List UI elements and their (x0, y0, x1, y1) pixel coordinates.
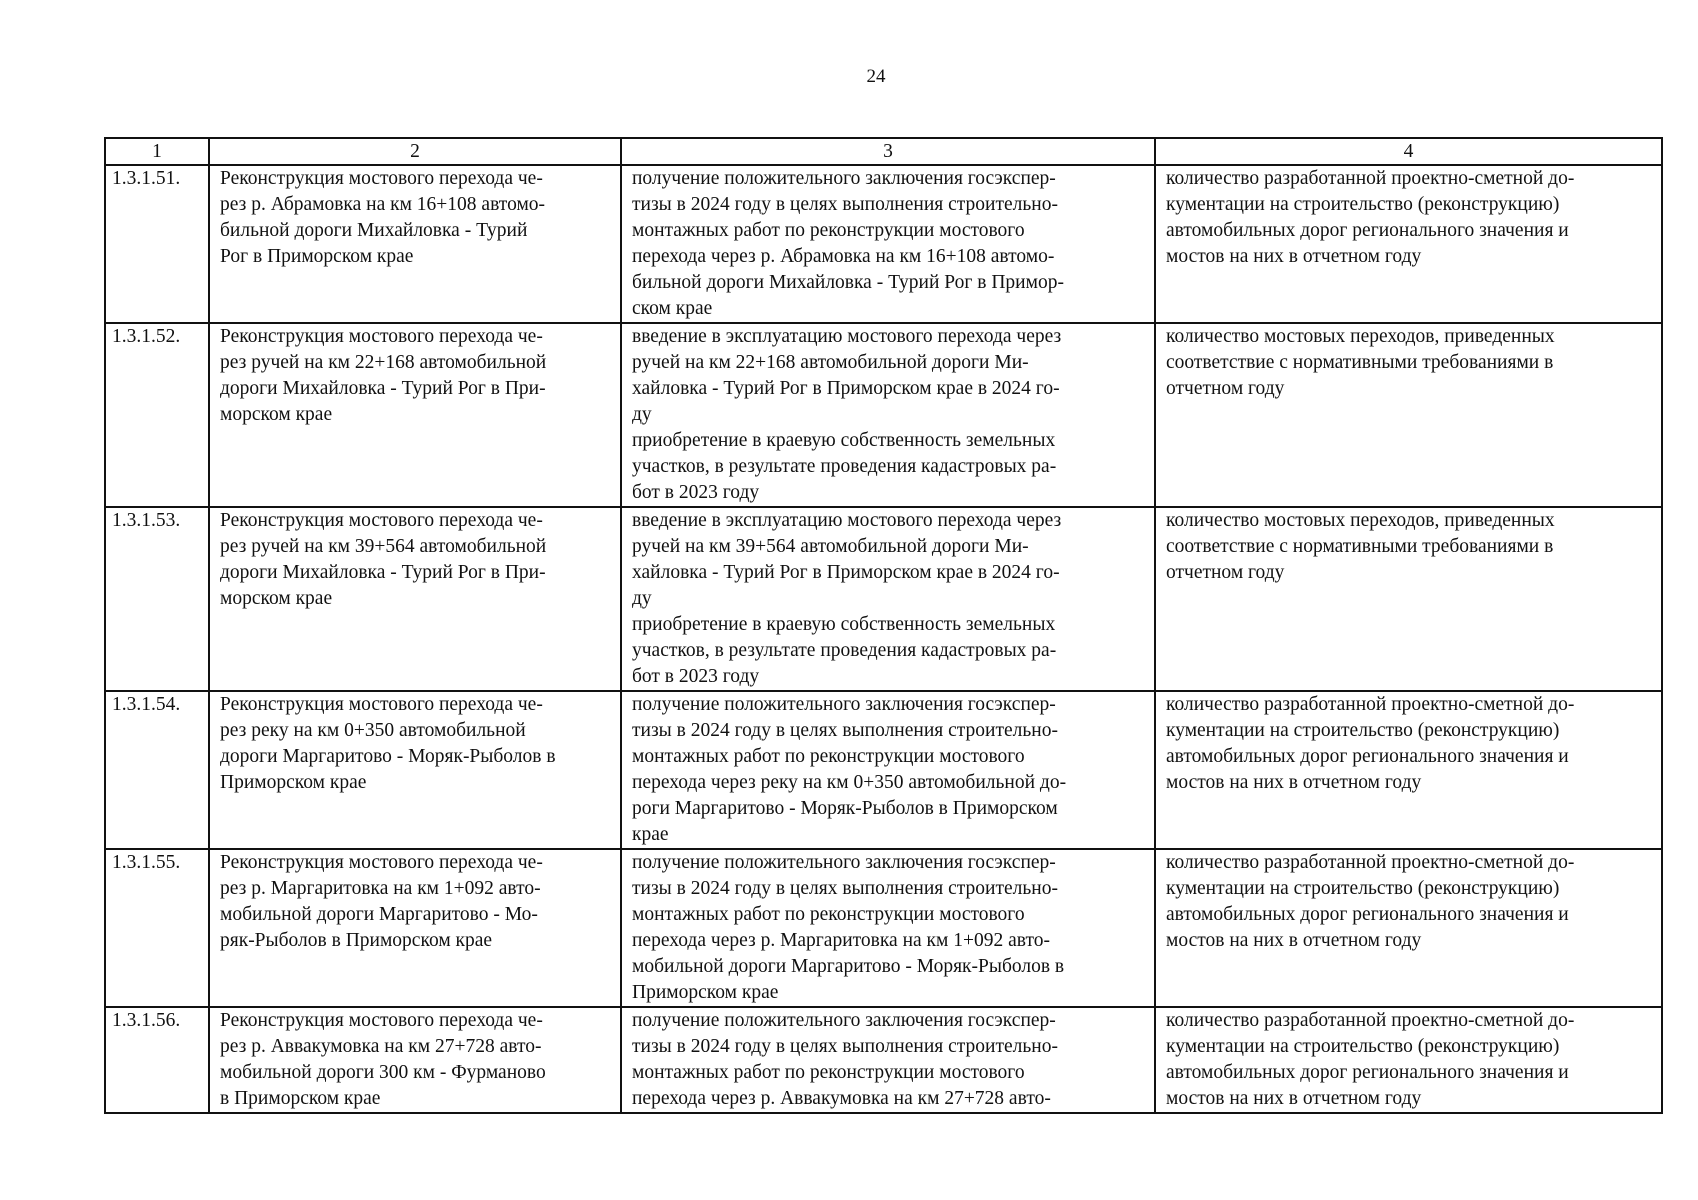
cell-text-line: кументации на строительство (реконструкцию) (1166, 878, 1560, 899)
cell-text-line: автомобильных дорог регионального значения и (1166, 904, 1569, 925)
cell-text-line: монтажных работ по реконструкции мостового (632, 1062, 1025, 1083)
cell-text-line: отчетном году (1166, 378, 1285, 399)
item-number-cell: 1.3.1.53. (105, 507, 209, 691)
item-number-cell: 1.3.1.52. (105, 323, 209, 507)
cell-text-line: количество разработанной проектно-сметной до- (1166, 1010, 1575, 1031)
result-description-cell (621, 507, 1155, 691)
cell-text-line: перехода через р. Аввакумовка на км 27+728 авто- (632, 1088, 1051, 1109)
cell-text-line: мобильной дороги Маргаритово - Моряк-Рыболов в (632, 956, 1065, 977)
cell-text-line: бильной дороги Михайловка - Турий Рог в Примор- (632, 272, 1064, 293)
cell-text-line: Реконструкция мостового перехода че- (220, 168, 543, 189)
cell-text-line: мостов на них в отчетном году (1166, 246, 1422, 267)
indicator-cell (1155, 165, 1662, 323)
cell-text-line: мостов на них в отчетном году (1166, 930, 1422, 951)
cell-text-line: ду (632, 588, 652, 609)
document-table (104, 137, 1663, 1114)
cell-text-line: ском крае (632, 298, 713, 319)
item-number-cell: 1.3.1.54. (105, 691, 209, 849)
measure-name-cell (209, 323, 621, 507)
cell-text-line: автомобильных дорог регионального значения и (1166, 746, 1569, 767)
result-description-cell (621, 691, 1155, 849)
cell-text-line: получение положительного заключения госэкспер- (632, 1010, 1056, 1031)
cell-text-line: тизы в 2024 году в целях выполнения строительно- (632, 194, 1058, 215)
indicator-cell (1155, 507, 1662, 691)
cell-text-line: ручей на км 39+564 автомобильной дороги Ми- (632, 536, 1029, 557)
cell-text-line: рез р. Маргаритовка на км 1+092 авто- (220, 878, 541, 899)
table-header-row (105, 138, 1662, 165)
cell-text-line: хайловка - Турий Рог в Приморском крае в 2024 го- (632, 378, 1060, 399)
result-description-cell (621, 165, 1155, 323)
cell-text-line: получение положительного заключения госэкспер- (632, 168, 1056, 189)
item-number-cell: 1.3.1.56. (105, 1007, 209, 1113)
cell-text-line: участков, в результате проведения кадастровых ра- (632, 456, 1057, 477)
cell-text-line: тизы в 2024 году в целях выполнения строительно- (632, 720, 1058, 741)
cell-text-line: участков, в результате проведения кадастровых ра- (632, 640, 1057, 661)
cell-text-line: Реконструкция мостового перехода че- (220, 1010, 543, 1031)
cell-text-line: количество мостовых переходов, приведенных (1166, 326, 1555, 347)
cell-text-line: введение в эксплуатацию мостового перехода через (632, 510, 1062, 531)
cell-text-line: соответствие с нормативными требованиями в (1166, 352, 1554, 373)
cell-text-line: рез ручей на км 39+564 автомобильной (220, 536, 547, 557)
table-row (105, 165, 1662, 323)
cell-text-line: Реконструкция мостового перехода че- (220, 694, 543, 715)
cell-text-line: в Приморском крае (220, 1088, 381, 1109)
cell-text-line: мобильной дороги Маргаритово - Мо- (220, 904, 538, 925)
cell-text-line: Реконструкция мостового перехода че- (220, 326, 543, 347)
column-header: 3 (621, 138, 1155, 165)
cell-text-line: Реконструкция мостового перехода че- (220, 510, 543, 531)
cell-text-line: мобильной дороги 300 км - Фурманово (220, 1062, 546, 1083)
measure-name-cell (209, 165, 621, 323)
measure-name-cell (209, 849, 621, 1007)
cell-text-line: Реконструкция мостового перехода че- (220, 852, 543, 873)
cell-text-line: перехода через реку на км 0+350 автомобильной до- (632, 772, 1067, 793)
column-header: 1 (105, 138, 209, 165)
table-row (105, 691, 1662, 849)
cell-text-line: рез реку на км 0+350 автомобильной (220, 720, 526, 741)
cell-text-line: монтажных работ по реконструкции мостового (632, 746, 1025, 767)
measure-name-cell (209, 691, 621, 849)
cell-text-line: морском крае (220, 404, 333, 425)
cell-text-line: крае (632, 824, 669, 845)
cell-text-line: бот в 2023 году (632, 482, 760, 503)
cell-text-line: дороги Михайловка - Турий Рог в При- (220, 378, 546, 399)
cell-text-line: роги Маргаритово - Моряк-Рыболов в Приморском (632, 798, 1058, 819)
column-header: 4 (1155, 138, 1662, 165)
cell-text-line: хайловка - Турий Рог в Приморском крае в 2024 го- (632, 562, 1060, 583)
cell-text-line: автомобильных дорог регионального значения и (1166, 220, 1569, 241)
result-description-cell (621, 323, 1155, 507)
cell-text-line: количество разработанной проектно-сметной до- (1166, 168, 1575, 189)
cell-text-line: получение положительного заключения госэкспер- (632, 852, 1056, 873)
cell-text-line: количество разработанной проектно-сметной до- (1166, 852, 1575, 873)
cell-text-line: дороги Маргаритово - Моряк-Рыболов в (220, 746, 556, 767)
indicator-cell (1155, 691, 1662, 849)
cell-text-line: бот в 2023 году (632, 666, 760, 687)
table-row (105, 1007, 1662, 1113)
cell-text-line: тизы в 2024 году в целях выполнения строительно- (632, 1036, 1058, 1057)
item-number-cell: 1.3.1.51. (105, 165, 209, 323)
cell-text-line: тизы в 2024 году в целях выполнения строительно- (632, 878, 1058, 899)
cell-text-line: количество разработанной проектно-сметной до- (1166, 694, 1575, 715)
cell-text-line: кументации на строительство (реконструкцию) (1166, 194, 1560, 215)
cell-text-line: ду (632, 404, 652, 425)
indicator-cell (1155, 323, 1662, 507)
cell-text-line: перехода через р. Маргаритовка на км 1+092 авто- (632, 930, 1050, 951)
table-row (105, 849, 1662, 1007)
cell-text-line: дороги Михайловка - Турий Рог в При- (220, 562, 546, 583)
column-header: 2 (209, 138, 621, 165)
cell-text-line: Приморском крае (632, 982, 779, 1003)
cell-text-line: количество мостовых переходов, приведенных (1166, 510, 1555, 531)
cell-text-line: монтажных работ по реконструкции мостового (632, 904, 1025, 925)
cell-text-line: морском крае (220, 588, 333, 609)
result-description-cell (621, 1007, 1155, 1113)
cell-text-line: бильной дороги Михайловка - Турий (220, 220, 528, 241)
cell-text-line: введение в эксплуатацию мостового перехода через (632, 326, 1062, 347)
indicator-cell (1155, 849, 1662, 1007)
item-number-cell: 1.3.1.55. (105, 849, 209, 1007)
cell-text-line: рез р. Аввакумовка на км 27+728 авто- (220, 1036, 542, 1057)
cell-text-line: приобретение в краевую собственность земельных (632, 614, 1056, 635)
cell-text-line: кументации на строительство (реконструкцию) (1166, 1036, 1560, 1057)
cell-text-line: Рог в Приморском крае (220, 246, 414, 267)
page-number: 24 (866, 66, 886, 87)
cell-text-line: кументации на строительство (реконструкцию) (1166, 720, 1560, 741)
cell-text-line: отчетном году (1166, 562, 1285, 583)
cell-text-line: Приморском крае (220, 772, 367, 793)
cell-text-line: ряк-Рыболов в Приморском крае (220, 930, 493, 951)
cell-text-line: соответствие с нормативными требованиями в (1166, 536, 1554, 557)
measure-name-cell (209, 507, 621, 691)
cell-text-line: перехода через р. Абрамовка на км 16+108 автомо- (632, 246, 1055, 267)
indicator-cell (1155, 1007, 1662, 1113)
table-body (105, 165, 1662, 1113)
cell-text-line: автомобильных дорог регионального значения и (1166, 1062, 1569, 1083)
measure-name-cell (209, 1007, 621, 1113)
result-description-cell (621, 849, 1155, 1007)
cell-text-line: получение положительного заключения госэкспер- (632, 694, 1056, 715)
cell-text-line: приобретение в краевую собственность земельных (632, 430, 1056, 451)
table-row (105, 323, 1662, 507)
cell-text-line: монтажных работ по реконструкции мостового (632, 220, 1025, 241)
cell-text-line: ручей на км 22+168 автомобильной дороги Ми- (632, 352, 1029, 373)
cell-text-line: мостов на них в отчетном году (1166, 772, 1422, 793)
cell-text-line: рез р. Абрамовка на км 16+108 автомо- (220, 194, 546, 215)
cell-text-line: мостов на них в отчетном году (1166, 1088, 1422, 1109)
table-row (105, 507, 1662, 691)
cell-text-line: рез ручей на км 22+168 автомобильной (220, 352, 547, 373)
